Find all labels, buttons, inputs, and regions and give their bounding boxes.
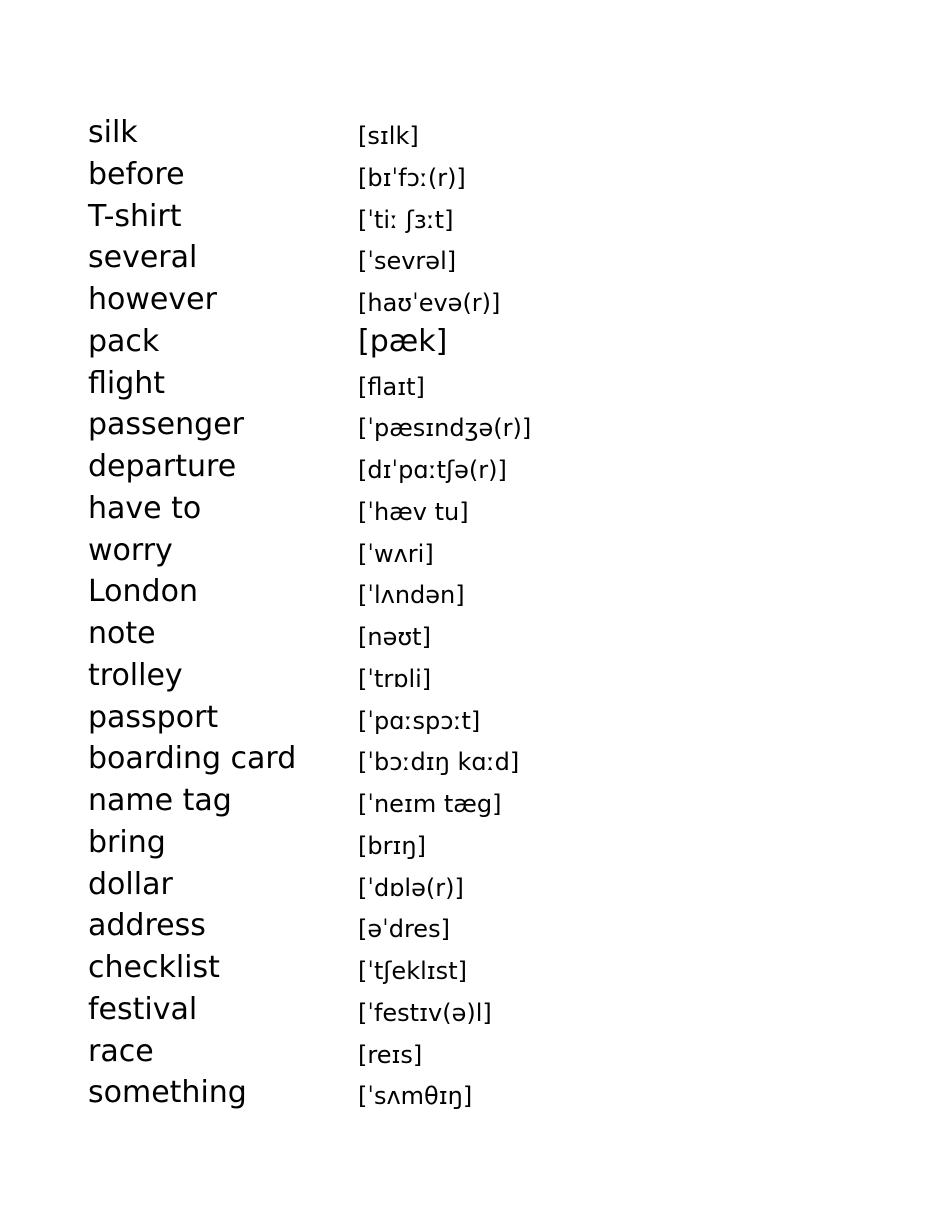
vocab-word: note — [88, 616, 156, 651]
vocab-phonetic: [ˈtrɒli] — [358, 664, 432, 693]
vocab-row — [88, 237, 788, 279]
vocab-word: passenger — [88, 407, 244, 443]
vocabulary-list — [88, 112, 788, 1114]
vocab-phonetic: [ˈhæv tu] — [358, 497, 469, 526]
vocab-word: departure — [88, 449, 237, 484]
vocab-row — [88, 905, 788, 947]
vocab-word: silk — [88, 115, 138, 150]
vocab-phonetic: [dɪˈpɑːtʃə(r)] — [358, 456, 507, 484]
vocab-word: T-shirt — [88, 198, 182, 234]
vocab-word: London — [88, 574, 198, 610]
vocab-phonetic: [ˈdɒlə(r)] — [358, 873, 464, 902]
vocab-word: checklist — [88, 950, 220, 985]
vocab-row — [88, 404, 788, 446]
vocab-row — [88, 989, 788, 1031]
vocab-phonetic: [sɪlk] — [358, 122, 419, 150]
vocab-row — [88, 822, 788, 864]
vocab-phonetic: [haʊˈevə(r)] — [358, 289, 501, 317]
vocab-row — [88, 697, 788, 739]
vocab-phonetic: [brɪŋ] — [358, 831, 426, 860]
vocab-word: however — [88, 282, 217, 317]
vocab-row — [88, 196, 788, 238]
vocab-phonetic: [ˈtiː ʃɜːt] — [358, 205, 454, 234]
vocab-phonetic: [ˈsʌmθɪŋ] — [358, 1082, 473, 1111]
vocab-phonetic: [ˈneɪm tæg] — [358, 790, 502, 818]
vocab-row — [88, 488, 788, 530]
vocab-word: something — [88, 1075, 247, 1111]
vocab-word: pack — [88, 323, 160, 359]
vocab-phonetic: [bɪˈfɔː(r)] — [358, 163, 466, 192]
vocab-row — [88, 112, 788, 154]
vocab-row — [88, 1072, 788, 1114]
vocab-row — [88, 571, 788, 613]
vocab-row — [88, 780, 788, 822]
vocab-row — [88, 1031, 788, 1073]
vocab-row — [88, 613, 788, 655]
vocab-phonetic: [reɪs] — [358, 1040, 423, 1069]
vocab-phonetic: [ˈbɔːdɪŋ kɑːd] — [358, 748, 520, 777]
vocab-row — [88, 154, 788, 196]
vocab-word: name tag — [88, 783, 232, 818]
vocab-phonetic: [pæk] — [358, 323, 448, 359]
vocab-row — [88, 530, 788, 572]
vocab-word: have to — [88, 490, 202, 526]
vocab-word: dollar — [88, 866, 173, 902]
vocab-row — [88, 321, 788, 363]
vocab-phonetic: [ˈlʌndən] — [358, 581, 465, 610]
vocab-word: several — [88, 240, 198, 276]
vocab-phonetic: [ˈtʃeklɪst] — [358, 957, 467, 985]
vocab-phonetic: [ˈwʌri] — [358, 539, 434, 568]
vocab-row — [88, 655, 788, 697]
vocab-row — [88, 864, 788, 906]
vocab-word: bring — [88, 824, 166, 860]
vocab-phonetic: [ˈpæsɪndʒə(r)] — [358, 414, 532, 443]
vocab-word: flight — [88, 365, 166, 401]
vocab-word: festival — [88, 991, 198, 1027]
vocab-phonetic: [flaɪt] — [358, 372, 425, 401]
vocab-row — [88, 947, 788, 989]
vocab-phonetic: [ˈpɑːspɔːt] — [358, 706, 481, 735]
vocab-phonetic: [əˈdres] — [358, 915, 450, 944]
vocab-phonetic: [ˈfestɪv(ə)l] — [358, 998, 492, 1027]
vocab-row — [88, 738, 788, 780]
vocab-word: trolley — [88, 657, 183, 693]
vocab-word: passport — [88, 699, 219, 735]
vocab-row — [88, 363, 788, 405]
vocab-word: address — [88, 908, 206, 944]
vocab-row — [88, 446, 788, 488]
vocab-word: before — [88, 156, 185, 192]
vocab-word: worry — [88, 532, 173, 568]
vocab-row — [88, 279, 788, 321]
vocab-phonetic: [ˈsevrəl] — [358, 247, 457, 276]
vocab-word: race — [88, 1033, 154, 1069]
vocab-phonetic: [nəʊt] — [358, 623, 431, 651]
vocab-word: boarding card — [88, 741, 297, 777]
